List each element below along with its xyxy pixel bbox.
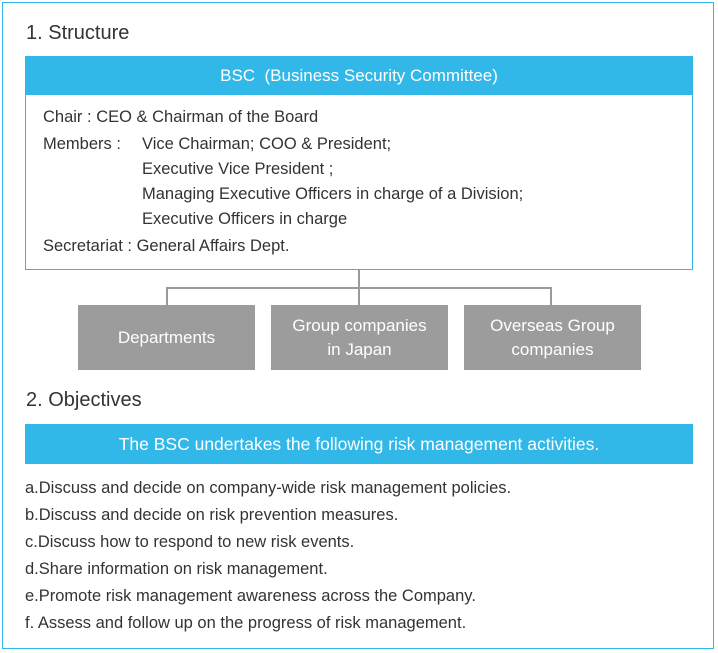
bsc-committee-title: BSC (Business Security Committee) bbox=[26, 57, 692, 95]
members-line-1: Vice Chairman; COO & President; bbox=[142, 135, 392, 153]
members-line-4: Executive Officers in charge bbox=[142, 210, 348, 228]
unit-overseas-group-companies bbox=[464, 305, 641, 370]
objectives-banner: The BSC undertakes the following risk management activities. bbox=[25, 424, 693, 464]
objective-item-a: a.Discuss and decide on company-wide risk management policies. bbox=[25, 479, 512, 497]
chair-row bbox=[43, 108, 318, 127]
connector-to-group-companies bbox=[358, 287, 360, 305]
unit-group-companies-label-2: in Japan bbox=[327, 339, 392, 359]
chair-label: Chair : bbox=[43, 108, 92, 126]
secretariat-label: Secretariat : bbox=[43, 237, 132, 255]
objective-item-b: b.Discuss and decide on risk prevention measures. bbox=[25, 506, 399, 524]
unit-group-companies-japan bbox=[271, 305, 448, 370]
members-line-2: Executive Vice President ; bbox=[142, 160, 334, 178]
bsc-committee-box bbox=[25, 56, 693, 270]
unit-group-companies-label-1: Group companies bbox=[292, 315, 427, 335]
unit-departments bbox=[78, 305, 255, 370]
objective-item-f: f. Assess and follow up on the progress of risk management. bbox=[25, 614, 467, 632]
connector-trunk bbox=[358, 270, 360, 288]
unit-overseas-label-1: Overseas Group bbox=[490, 315, 615, 335]
secretariat-row bbox=[43, 237, 289, 256]
objective-item-e: e.Promote risk management awareness across the Company. bbox=[25, 587, 476, 605]
members-label: Members : bbox=[43, 135, 121, 153]
objective-item-d: d.Share information on risk management. bbox=[25, 560, 328, 578]
secretariat-value: General Affairs Dept. bbox=[136, 237, 290, 255]
structure-heading: 1. Structure bbox=[26, 22, 130, 44]
members-line-3: Managing Executive Officers in charge of a Division; bbox=[142, 185, 524, 203]
unit-overseas-label-2: companies bbox=[511, 339, 594, 359]
objectives-heading: 2. Objectives bbox=[26, 389, 142, 411]
objective-item-c: c.Discuss how to respond to new risk events. bbox=[25, 533, 355, 551]
chair-value: CEO & Chairman of the Board bbox=[96, 108, 319, 126]
unit-departments-label: Departments bbox=[117, 327, 216, 347]
connector-to-overseas bbox=[550, 287, 552, 305]
connector-to-departments bbox=[166, 287, 168, 305]
